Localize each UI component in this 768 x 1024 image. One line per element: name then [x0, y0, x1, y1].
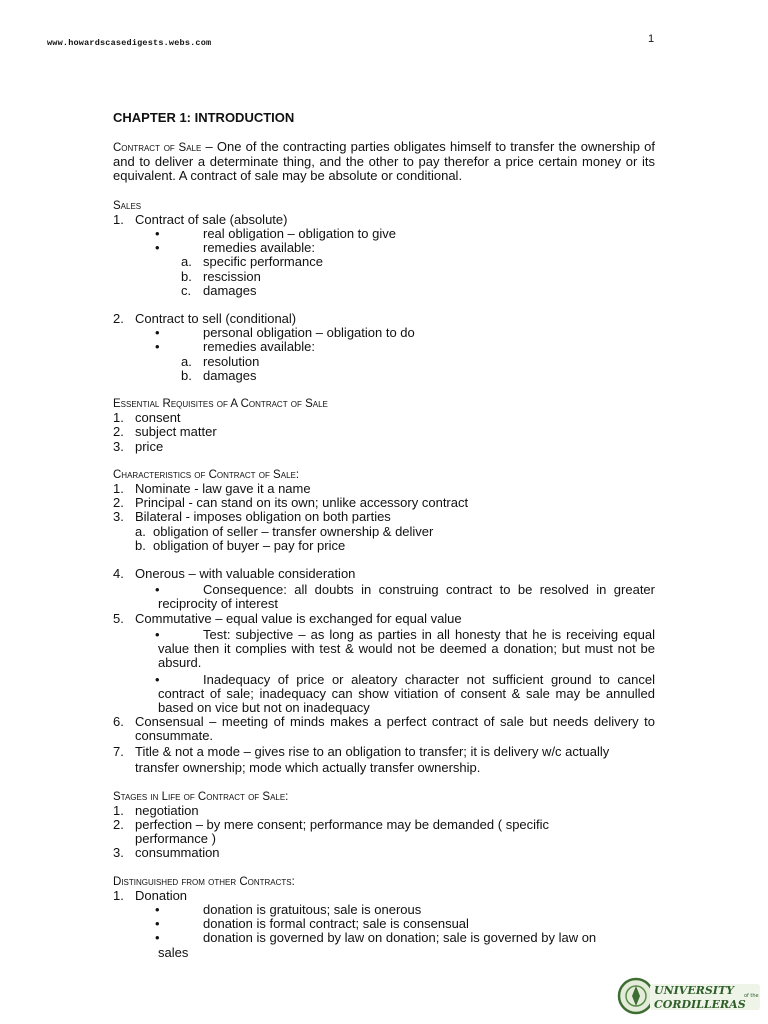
list-item	[113, 510, 655, 524]
item-number: 2.	[113, 816, 124, 832]
sub-item	[113, 355, 655, 369]
sub-text: resolution	[203, 353, 260, 369]
item-text: Nominate - law gave it a name	[135, 481, 311, 497]
item-text: consummation	[135, 845, 220, 861]
item-text: Contract to sell (conditional)	[135, 311, 297, 327]
list-item	[113, 482, 655, 496]
sub-item	[113, 369, 655, 383]
item-number: 2.	[113, 311, 124, 327]
list-item	[113, 889, 655, 903]
bullet-item	[113, 931, 655, 959]
document-body	[113, 110, 655, 974]
bullet-icon: •	[155, 626, 160, 642]
item-text: Commutative – equal value is exchanged for equal value	[135, 610, 462, 626]
sub-letter: a.	[181, 254, 192, 270]
sub-letter: b.	[181, 268, 192, 284]
logo-line2: CORDILLERAS	[654, 998, 746, 1011]
logo-of: of the	[744, 993, 759, 999]
sub-item	[113, 539, 655, 553]
bullet-item	[113, 340, 655, 354]
sub-letter: b.	[181, 367, 192, 383]
sub-text: rescission	[203, 268, 261, 284]
bullet-text: remedies available:	[203, 240, 316, 256]
bullet-text: donation is governed by law on donation; sale is governed by law on sales	[158, 930, 597, 960]
chapter-title: CHAPTER 1: INTRODUCTION	[113, 110, 295, 125]
item-number: 1.	[113, 211, 124, 227]
bullet-item	[113, 903, 655, 917]
sales-section	[113, 199, 655, 383]
item-number: 6.	[113, 714, 124, 730]
list-item	[113, 846, 655, 860]
item-number: 1.	[113, 410, 124, 426]
item-number: 1.	[113, 887, 124, 903]
bullet-icon: •	[155, 325, 160, 341]
item-number: 2.	[113, 424, 124, 440]
item-text: Principal - can stand on its own; unlike accessory contract	[135, 495, 469, 511]
sub-letter: a.	[181, 353, 192, 369]
item-number: 3.	[113, 509, 124, 525]
item-text: Donation	[135, 887, 188, 903]
stages-heading: Stages in Life of Contract of Sale:	[113, 790, 289, 803]
logo-line1: UNIVERSITY	[654, 984, 734, 997]
list-item	[113, 612, 655, 626]
item-text: perfection – by mere consent; performance may be demanded ( specific performance )	[135, 816, 550, 847]
item-text: Consensual – meeting of minds makes a perfect contract of sale but needs delivery to consummate.	[135, 714, 655, 744]
sub-text: damages	[203, 367, 257, 383]
bullet-item	[113, 326, 655, 340]
list-item	[113, 567, 655, 581]
requisites-heading: Essential Requisites of A Contract of Sale	[113, 398, 328, 411]
item-text: Onerous – with valuable consideration	[135, 566, 356, 582]
list-item	[113, 804, 655, 818]
definition-term: Contract of Sale	[113, 142, 202, 154]
item-text: Contract of sale (absolute)	[135, 211, 288, 227]
list-item	[113, 213, 655, 227]
sub-letter: a.	[135, 523, 146, 539]
bullet-text: real obligation – obligation to give	[203, 226, 396, 242]
item-text: Bilateral - imposes obligation on both parties	[135, 509, 391, 525]
list-item	[113, 496, 655, 510]
sub-text: obligation of buyer – pay for price	[153, 537, 346, 553]
bullet-text: Test: subjective – as long as parties in all honesty that he is receiving equal value then it complies with test & would not be deemed a donation; but must not be absurd.	[158, 626, 655, 671]
stages-section	[113, 790, 655, 861]
item-number: 1.	[113, 802, 124, 818]
item-text: subject matter	[135, 424, 217, 440]
definition-paragraph	[113, 140, 655, 184]
sub-text: damages	[203, 282, 257, 298]
bullet-icon: •	[155, 226, 160, 242]
item-number: 2.	[113, 495, 124, 511]
bullet-text: remedies available:	[203, 339, 316, 355]
bullet-icon: •	[155, 582, 160, 598]
distinguished-heading: Distinguished from other Contracts:	[113, 875, 295, 888]
sub-item	[113, 255, 655, 269]
characteristics-section	[113, 468, 655, 776]
bullet-icon: •	[155, 671, 160, 687]
bullet-text: donation is gratuitous; sale is onerous	[203, 901, 422, 917]
item-text: negotiation	[135, 802, 199, 818]
sub-item	[113, 525, 655, 539]
bullet-icon: •	[155, 339, 160, 355]
bullet-icon: •	[155, 930, 160, 946]
list-item	[113, 312, 655, 326]
requisites-section	[113, 397, 655, 454]
item-number: 7.	[113, 743, 124, 759]
item-text: price	[135, 438, 164, 454]
item-text: Title & not a mode – gives rise to an obligation to transfer; it is delivery w/c actually transfer ownership; mode which actually transfer ownership.	[135, 743, 610, 775]
bullet-item	[113, 673, 655, 716]
item-number: 5.	[113, 610, 124, 626]
bullet-item	[113, 227, 655, 241]
item-number: 3.	[113, 845, 124, 861]
list-item	[113, 411, 655, 425]
list-item	[113, 818, 655, 846]
bullet-icon: •	[155, 901, 160, 917]
bullet-item	[113, 917, 655, 931]
bullet-icon: •	[155, 916, 160, 932]
sub-letter: b.	[135, 537, 146, 553]
bullet-text: personal obligation – obligation to do	[203, 325, 415, 341]
sales-heading: Sales	[113, 199, 142, 212]
definition-text: – One of the contracting parties obligates himself to transfer the ownership of and to deliver a determinate thing, and the other to pay therefor a price certain money or its equivalent. A contract of sale may be absolute or conditional.	[113, 139, 656, 184]
bullet-icon: •	[155, 240, 160, 256]
list-item	[113, 744, 655, 776]
list-item	[113, 715, 655, 743]
list-item	[113, 425, 655, 439]
bullet-text: Consequence: all doubts in construing contract to be resolved in greater reciprocity of interest	[158, 582, 655, 612]
bullet-item	[113, 583, 655, 611]
source-url: www.howardscasedigests.webs.com	[47, 38, 212, 48]
sub-text: obligation of seller – transfer ownership & deliver	[153, 523, 434, 539]
bullet-item	[113, 241, 655, 255]
item-number: 4.	[113, 566, 124, 582]
sub-item	[113, 284, 655, 298]
list-item	[113, 440, 655, 454]
sub-letter: c.	[181, 282, 192, 298]
bullet-text: Inadequacy of price or aleatory character not sufficient ground to cancel contract of sale; inadequacy can show vitiation of consent & sale may be annulled based on vice but not on inadequacy	[158, 671, 655, 715]
sub-text: specific performance	[203, 254, 323, 270]
item-number: 3.	[113, 438, 124, 454]
sub-item	[113, 270, 655, 284]
bullet-item	[113, 628, 655, 671]
university-logo	[616, 968, 766, 1024]
distinguished-section	[113, 875, 655, 960]
page-number: 1	[648, 33, 655, 45]
characteristics-heading: Characteristics of Contract of Sale:	[113, 468, 300, 481]
item-number: 1.	[113, 481, 124, 497]
bullet-text: donation is formal contract; sale is consensual	[203, 916, 469, 932]
item-text: consent	[135, 410, 181, 426]
